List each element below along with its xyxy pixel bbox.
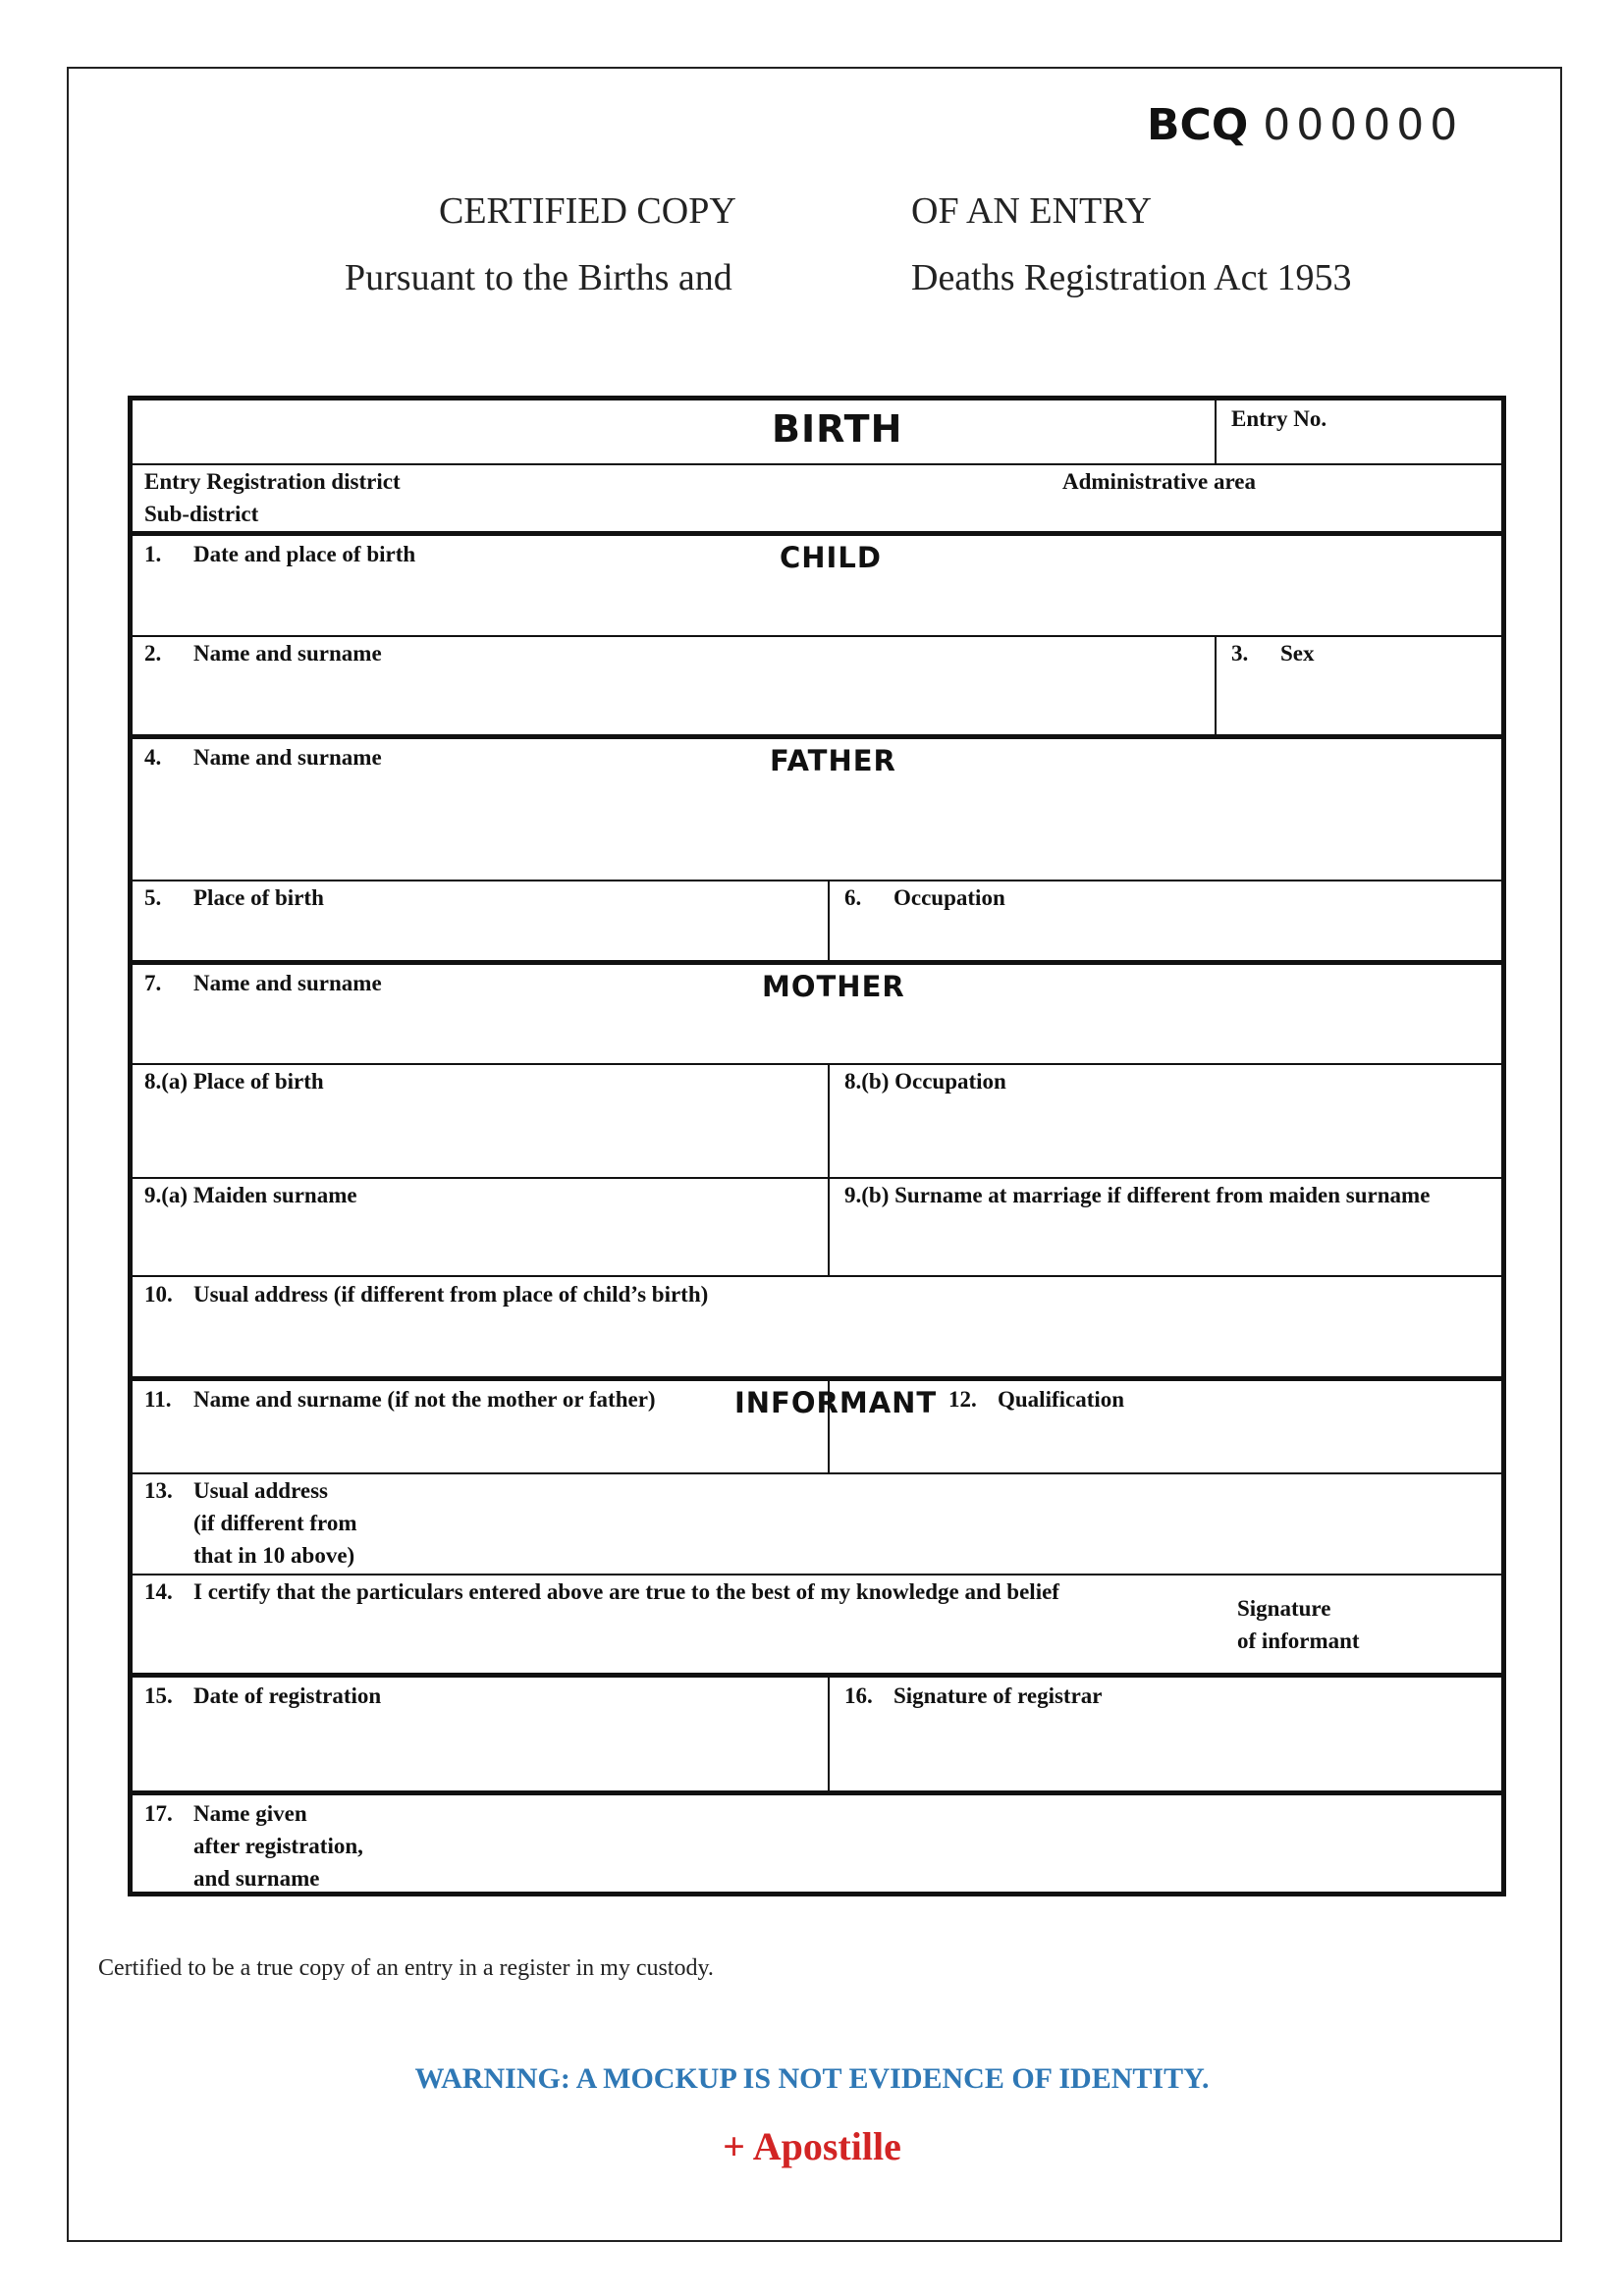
field-number: 15. xyxy=(144,1683,173,1708)
field-text: I certify that the particulars entered above are true to the best of my knowledge and belief xyxy=(193,1579,1059,1604)
field-text: Name and surname (if not the mother or father) xyxy=(193,1387,656,1412)
field-4-label xyxy=(144,741,382,774)
field-number: 10. xyxy=(144,1282,173,1307)
field-number: 1. xyxy=(144,542,162,566)
rule xyxy=(128,734,1506,739)
rule xyxy=(128,1063,1506,1065)
certification-statement: Certified to be a true copy of an entry in a register in my custody. xyxy=(98,1955,714,1981)
warning-notice: WARNING: A MOCKUP IS NOT EVIDENCE OF IDENTITY. xyxy=(414,2062,1210,2095)
header-right-line1: OF AN ENTRY xyxy=(911,190,1152,232)
divider xyxy=(1215,398,1217,464)
divider xyxy=(828,1673,830,1791)
form-title: BIRTH xyxy=(772,407,903,451)
field-text: Signature of registrar xyxy=(893,1683,1103,1708)
apostille-note: + Apostille xyxy=(723,2124,901,2168)
field-12-label xyxy=(948,1383,1124,1415)
field-3-label xyxy=(1231,637,1315,669)
header-left-line2: Pursuant to the Births and xyxy=(345,257,732,298)
field-13-line2: (if different from xyxy=(193,1511,357,1535)
field-text: Sex xyxy=(1280,641,1315,666)
birth-entry-form xyxy=(128,396,1506,1896)
field-text: Place of birth xyxy=(193,885,324,910)
rule xyxy=(128,1376,1506,1381)
field-number: 5. xyxy=(144,885,162,910)
field-number: 16. xyxy=(844,1683,873,1708)
rule xyxy=(128,1275,1506,1277)
field-9b-label: 9.(b) Surname at marriage if different from maiden surname xyxy=(844,1183,1431,1207)
serial-prefix: BCQ xyxy=(1147,100,1249,150)
header-right-line2: Deaths Registration Act 1953 xyxy=(911,257,1352,298)
field-10-label xyxy=(144,1278,708,1310)
field-9a-label: 9.(a) Maiden surname xyxy=(144,1183,357,1207)
field-number: 2. xyxy=(144,641,162,666)
registration-district-label: Entry Registration district xyxy=(144,469,401,494)
field-number: 12. xyxy=(948,1387,977,1412)
divider xyxy=(1215,635,1217,735)
section-informant: INFORMANT xyxy=(734,1386,938,1419)
serial-digits: 000000 xyxy=(1263,100,1464,150)
divider xyxy=(828,880,830,961)
entry-no-label: Entry No. xyxy=(1231,406,1327,431)
field-13-label xyxy=(144,1474,328,1507)
field-2-label xyxy=(144,637,382,669)
field-17-line3: and surname xyxy=(193,1866,320,1891)
informant-signature-label: Signature xyxy=(1237,1596,1331,1621)
field-17-line2: after registration, xyxy=(193,1834,363,1858)
rule xyxy=(128,1790,1506,1795)
rule xyxy=(128,531,1506,536)
field-11-label xyxy=(144,1383,656,1415)
administrative-area-label: Administrative area xyxy=(1062,469,1256,494)
field-6-label xyxy=(844,881,1005,914)
serial-number xyxy=(1147,100,1463,150)
field-number: 7. xyxy=(144,971,162,995)
field-7-label xyxy=(144,967,382,999)
rule xyxy=(128,960,1506,965)
field-8b-label: 8.(b) Occupation xyxy=(844,1069,1006,1094)
field-number: 6. xyxy=(844,885,862,910)
field-13-line3: that in 10 above) xyxy=(193,1543,355,1568)
field-text: Name given xyxy=(193,1801,307,1826)
field-number: 14. xyxy=(144,1579,173,1604)
divider xyxy=(828,1063,830,1277)
field-text: Qualification xyxy=(998,1387,1125,1412)
sub-district-label: Sub-district xyxy=(144,502,259,526)
field-17-label xyxy=(144,1797,307,1830)
rule xyxy=(128,1472,1506,1474)
field-15-label xyxy=(144,1680,381,1712)
section-father: FATHER xyxy=(770,744,896,777)
rule xyxy=(128,880,1506,881)
field-text: Usual address (if different from place of child’s birth) xyxy=(193,1282,709,1307)
field-text: Name and surname xyxy=(193,745,382,770)
field-number: 17. xyxy=(144,1801,173,1826)
informant-signature-label-line2: of informant xyxy=(1237,1629,1360,1653)
section-child: CHILD xyxy=(780,541,882,574)
field-14-label xyxy=(144,1575,1059,1608)
field-5-label xyxy=(144,881,324,914)
field-8a-label: 8.(a) Place of birth xyxy=(144,1069,324,1094)
field-text: Date of registration xyxy=(193,1683,382,1708)
field-text: Name and surname xyxy=(193,971,382,995)
field-number: 4. xyxy=(144,745,162,770)
field-number: 11. xyxy=(144,1387,172,1412)
field-text: Usual address xyxy=(193,1478,328,1503)
field-1-label xyxy=(144,538,415,570)
field-number: 3. xyxy=(1231,641,1249,666)
field-16-label xyxy=(844,1680,1103,1712)
field-text: Name and surname xyxy=(193,641,382,666)
field-number: 13. xyxy=(144,1478,173,1503)
field-text: Occupation xyxy=(893,885,1005,910)
header-left-line1: CERTIFIED COPY xyxy=(439,190,736,232)
rule xyxy=(128,1673,1506,1678)
section-mother: MOTHER xyxy=(762,970,905,1003)
field-text: Date and place of birth xyxy=(193,542,416,566)
